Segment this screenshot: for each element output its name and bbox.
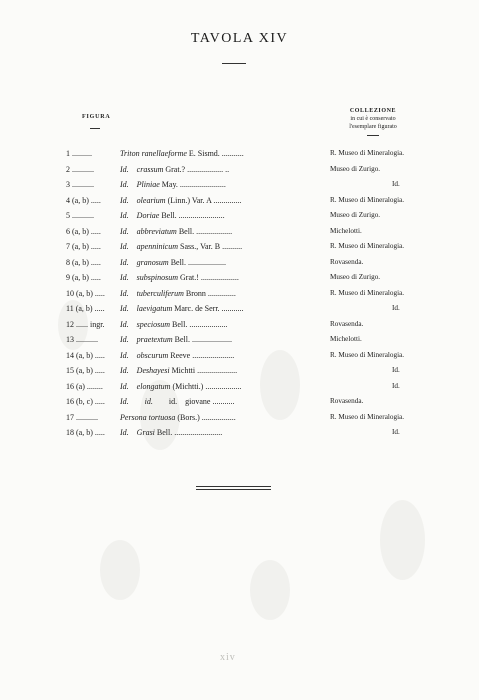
collezione-header-line: l'esemplare figurato	[349, 124, 397, 130]
species-name	[120, 270, 239, 286]
collection-name: Id.	[392, 180, 400, 188]
species-italic-part: Doriae	[136, 211, 160, 220]
figure-number: 15 (a, b) .....	[66, 366, 105, 375]
table-row	[0, 270, 479, 286]
collection-name: R. Museo di Mineralogia.	[330, 412, 405, 421]
species-italic-part: Persona tortuosa	[120, 412, 176, 422]
table-row	[0, 177, 479, 193]
table-row	[0, 394, 479, 410]
figure-number: 2 ...........	[66, 164, 94, 174]
species-italic-part: Id.	[120, 257, 129, 267]
species-italic-part: Id.	[120, 288, 129, 298]
species-italic-part: Id.	[120, 242, 129, 251]
species-italic-part: laevigatum	[136, 304, 173, 313]
collection-name: Michelotti.	[330, 335, 362, 343]
figure-number: 12 ...... ingr.	[66, 319, 105, 329]
species-plain-part: Sass., Var. B ..........	[178, 242, 243, 251]
species-italic-part: subspinosum	[136, 273, 179, 282]
figure-number: 16 (a) ........	[66, 381, 103, 391]
table-row	[0, 332, 479, 348]
species-plain-part	[129, 428, 137, 437]
species-name	[120, 425, 222, 441]
species-plain-part: (Linn.) Var. A ..............	[165, 195, 242, 205]
species-name	[120, 146, 244, 162]
species-italic-part: Id.	[120, 319, 129, 329]
species-italic-part: Id.	[120, 211, 129, 220]
species-italic-part: Id.	[120, 304, 129, 313]
plate-index-table	[0, 146, 479, 441]
collezione-header-line: COLLEZIONE	[349, 108, 397, 114]
figure-number: 10 (a, b) .....	[66, 288, 105, 298]
species-plain-part: (Michtti.) ..................	[170, 381, 242, 391]
bleed-through-shell	[250, 560, 290, 620]
collection-name: Id.	[392, 381, 400, 390]
figure-number: 16 (b, c) .....	[66, 397, 105, 406]
collection-name: Rovasenda.	[330, 257, 364, 266]
table-row	[0, 317, 479, 333]
page-mark: xiv	[220, 652, 236, 663]
collection-name: Museo di Zurigo.	[330, 211, 381, 219]
species-italic-part: abbreviatum	[136, 226, 177, 236]
collection-name: R. Museo di Mineralogia.	[330, 149, 405, 157]
species-plain-part	[129, 366, 137, 375]
species-italic-part: Grasi	[136, 428, 155, 437]
species-plain-part: Grat.? .................. ..	[163, 164, 230, 174]
species-name	[120, 208, 225, 224]
species-name	[120, 224, 232, 240]
species-name	[120, 363, 237, 379]
table-row	[0, 425, 479, 441]
species-name	[120, 348, 234, 364]
species-italic-part: Deshayesi	[136, 366, 170, 375]
species-italic-part: Id.	[120, 164, 129, 174]
species-plain-part	[129, 258, 137, 267]
species-plain-part	[129, 196, 137, 205]
species-italic-part: granosum	[136, 257, 169, 267]
species-plain-part	[129, 320, 137, 329]
bleed-through-shell	[100, 540, 140, 600]
species-plain-part: Michtti ....................	[169, 366, 238, 375]
table-row	[0, 208, 479, 224]
figure-number: 7 (a, b) .....	[66, 242, 101, 251]
species-plain-part: Reeve .....................	[168, 350, 235, 360]
collection-name: Museo di Zurigo.	[330, 164, 381, 173]
table-row	[0, 146, 479, 162]
collection-name: Museo di Zurigo.	[330, 273, 381, 281]
species-italic-part: olearium	[136, 195, 166, 205]
collection-name: Rovasenda.	[330, 397, 364, 405]
collection-name: R. Museo di Mineralogia.	[330, 288, 405, 297]
species-plain-part	[129, 335, 137, 344]
page-title: TAVOLA XIV	[190, 31, 289, 46]
species-plain-part: May. .......................	[159, 180, 226, 189]
species-italic-part: praetextum	[136, 335, 173, 344]
collezione-header	[318, 107, 428, 131]
closing-rule	[196, 489, 271, 490]
species-plain-part: Marc. de Serr. ...........	[172, 304, 244, 313]
species-name	[120, 410, 236, 426]
figure-number: 1 ..........	[66, 149, 92, 158]
species-plain-part: Grat.! ...................	[178, 273, 239, 282]
collezione-header-rule	[367, 135, 379, 136]
species-name	[120, 332, 232, 348]
species-name	[120, 255, 226, 271]
figure-number: 5 ...........	[66, 211, 94, 220]
figure-number: 13 ...........	[66, 335, 98, 344]
table-row	[0, 239, 479, 255]
species-plain-part	[129, 180, 137, 189]
species-name	[120, 193, 241, 209]
collection-name: Rovasenda.	[330, 319, 364, 328]
species-italic-part: Pliniae	[136, 180, 160, 189]
table-row	[0, 301, 479, 317]
species-italic-part: Id.	[120, 381, 129, 391]
species-name	[120, 301, 244, 317]
species-name	[120, 317, 227, 333]
figure-number: 11 (a, b) .....	[66, 304, 105, 313]
species-plain-part: E. Sismd. ...........	[186, 149, 244, 158]
species-name	[120, 177, 226, 193]
species-plain-part: Bell. ...................	[170, 319, 228, 329]
species-italic-part: Triton ranellaeforme	[120, 149, 187, 158]
species-italic-part: Id.	[120, 273, 129, 282]
figure-number: 18 (a, b) .....	[66, 428, 105, 437]
species-italic-part: Id.	[120, 397, 129, 406]
table-row	[0, 224, 479, 240]
figure-number: 6 (a, b) .....	[66, 226, 101, 236]
species-name	[120, 286, 236, 302]
species-plain-part: Bell. ....................	[172, 335, 233, 344]
species-italic-part: Id.	[120, 335, 129, 344]
species-plain-part	[129, 242, 137, 251]
species-plain-part	[129, 165, 137, 174]
species-italic-part: Id.	[120, 366, 129, 375]
species-italic-part: elongatum	[136, 381, 171, 391]
figure-number: 14 (a, b) .....	[66, 350, 105, 360]
species-plain-part: Bell. .......................	[159, 211, 225, 220]
collection-name: R. Museo di Mineralogia.	[330, 350, 405, 359]
species-plain-part	[129, 304, 137, 313]
species-name	[120, 239, 242, 255]
species-plain-part	[129, 227, 137, 236]
species-italic-part: speciosum	[136, 319, 170, 329]
collection-name: Id.	[392, 428, 400, 436]
table-row	[0, 363, 479, 379]
species-italic-part: Id.	[120, 428, 129, 437]
table-row	[0, 286, 479, 302]
closing-rule	[196, 486, 271, 487]
species-plain-part: id. giovane ...........	[152, 397, 235, 406]
species-plain-part: (Bors.) .................	[175, 412, 236, 422]
species-plain-part: Bronn ..............	[183, 288, 236, 298]
species-plain-part	[129, 351, 137, 360]
figure-number: 17 ...........	[66, 412, 98, 422]
figure-number: 3 ...........	[66, 180, 94, 189]
species-italic-part: Id.	[120, 226, 129, 236]
species-italic-part: Id.	[120, 180, 129, 189]
species-italic-part: id.	[144, 397, 153, 406]
collection-name: R. Museo di Mineralogia.	[330, 242, 405, 250]
collection-name: Michelotti.	[330, 226, 362, 235]
figure-number: 9 (a, b) .....	[66, 273, 101, 282]
figura-header: FIGURA	[82, 114, 111, 120]
collection-name: Id.	[392, 366, 400, 374]
table-row	[0, 162, 479, 178]
species-italic-part: apenninicum	[136, 242, 178, 251]
species-plain-part	[129, 397, 145, 406]
figure-number: 8 (a, b) .....	[66, 257, 101, 267]
species-plain-part	[129, 211, 137, 220]
table-row	[0, 379, 479, 395]
species-plain-part	[129, 273, 137, 282]
title-rule	[222, 63, 246, 64]
species-plain-part	[129, 289, 137, 298]
figure-number: 4 (a, b) .....	[66, 195, 101, 205]
species-name	[120, 162, 229, 178]
species-plain-part: Bell. ..................	[176, 226, 233, 236]
table-row	[0, 410, 479, 426]
species-italic-part: tuberculiferum	[136, 288, 184, 298]
species-name	[120, 379, 241, 395]
table-row	[0, 193, 479, 209]
species-name	[120, 394, 234, 410]
collection-name: R. Museo di Mineralogia.	[330, 195, 405, 204]
table-row	[0, 255, 479, 271]
collection-name: Id.	[392, 304, 400, 312]
collezione-header-line: in cui è conservato	[350, 116, 396, 122]
table-row	[0, 348, 479, 364]
species-plain-part: Bell. ........................	[154, 428, 223, 437]
species-italic-part: crassum	[136, 164, 164, 174]
species-italic-part: obscurum	[136, 350, 169, 360]
species-italic-part: Id.	[120, 195, 129, 205]
species-italic-part: Id.	[120, 350, 129, 360]
species-plain-part	[129, 382, 137, 391]
bleed-through-shell	[380, 500, 425, 580]
species-plain-part: Bell. ...................	[168, 257, 227, 267]
figura-header-rule	[90, 128, 100, 129]
